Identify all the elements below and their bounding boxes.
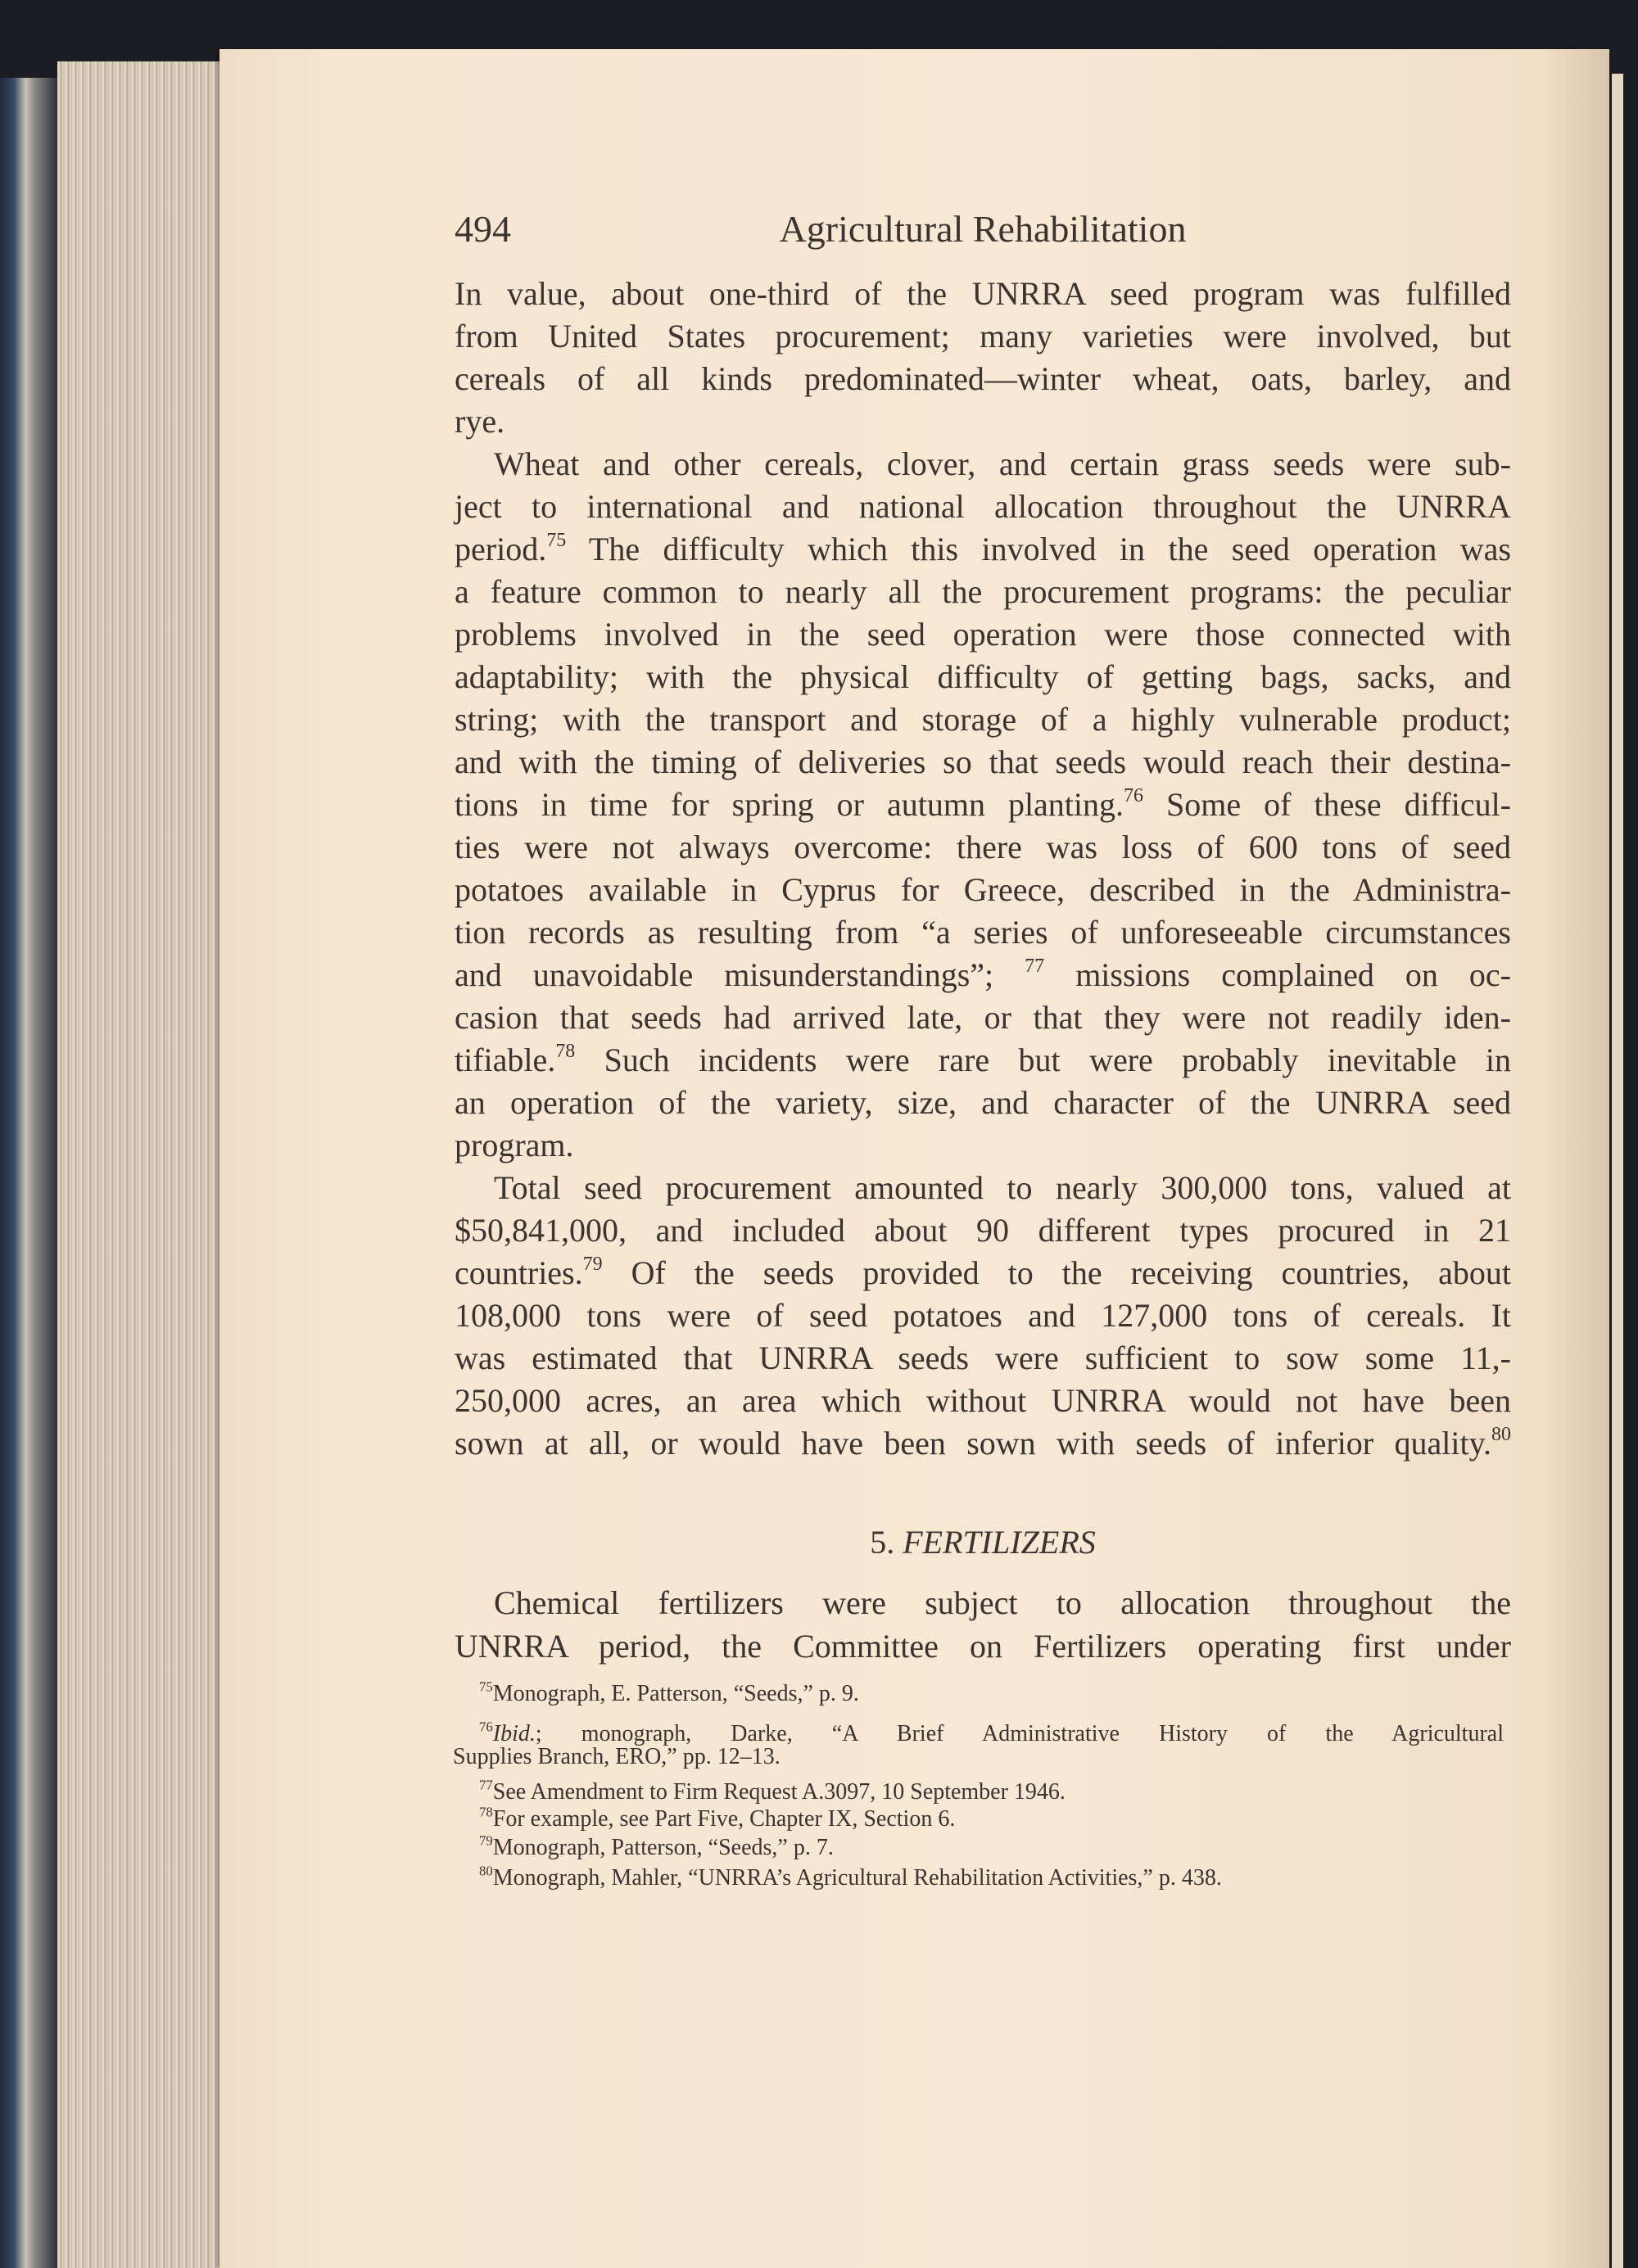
text-run: 108,000 tons were of seed potatoes and 127,000 tons of cereals. It [455,1297,1511,1334]
text-line [455,528,1511,571]
text-line [455,400,1511,443]
text-line [455,1422,1511,1465]
text-run: rye. [455,403,505,440]
text-run: Wheat and other cereals, clover, and certain grass seeds were sub- [494,445,1511,482]
text-run: Monograph, Patterson, “Seeds,” p. 7. [492,1835,834,1860]
text-run: potatoes available in Cyprus for Greece, described in the Administra- [455,871,1511,908]
text-line [455,1337,1511,1380]
text-run: Total seed procurement amounted to nearly 300,000 tons, valued at [494,1169,1511,1206]
text-line [455,273,1511,315]
footnote-line [453,1778,1504,1806]
text-line [455,1167,1511,1209]
text-line [455,741,1511,784]
text-run: and with the timing of deliveries so that seeds would reach their destina- [455,743,1511,780]
page-edges [57,61,221,2268]
text-line [455,954,1511,996]
text-run: UNRRA period, the Committee on Fertilizers operating first under [455,1628,1511,1665]
text-run: In value, about one-third of the UNRRA seed program was fulfilled [455,275,1511,312]
text-line [455,826,1511,869]
text-line [455,358,1511,400]
facing-page-edge [1612,74,1623,2268]
text-run: adaptability; with the physical difficulty of getting bags, sacks, and [455,658,1511,695]
text-run: a feature common to nearly all the procurement programs: the peculiar [455,573,1511,610]
text-run: For example, see Part Five, Chapter IX, Section 6. [492,1806,956,1832]
footnote-reference: 80 [1491,1424,1511,1446]
text-run: cereals of all kinds predominated—winter wheat, oats, barley, and [455,360,1511,397]
text-line [455,996,1511,1039]
text-line [455,1294,1511,1337]
footnote-number: 77 [479,1777,493,1793]
text-line [455,784,1511,826]
running-title: Agricultural Rehabilitation [779,208,1187,250]
text-run: from United States procurement; many varieties were involved, but [455,318,1511,355]
text-line [455,1124,1511,1167]
footnote-line [453,1743,1504,1771]
text-run: Such incidents were rare but were probably inevitable in [575,1041,1511,1078]
text-run: countries. [455,1254,583,1291]
text-run: casion that seeds had arrived late, or that they were not readily iden- [455,999,1511,1036]
italic-text: Ibid. [492,1721,536,1746]
section-number: 5. [870,1524,895,1561]
text-line [455,613,1511,656]
text-line [455,443,1511,486]
text-run: Chemical fertilizers were subject to allocation throughout the [494,1584,1511,1621]
text-run: tion records as resulting from “a series of unforeseeable circumstances [455,914,1511,951]
footnote-number: 78 [479,1804,493,1820]
text-line [455,1380,1511,1422]
text-run: sown at all, or would have been sown with seeds of inferior quality. [455,1425,1491,1462]
footnote-number: 80 [479,1863,493,1879]
text-run: missions complained on oc- [1044,956,1511,993]
text-run: Supplies Branch, ERO,” pp. 12–13. [453,1744,781,1769]
text-line [455,1082,1511,1124]
text-run: tions in time for spring or autumn planting. [455,786,1124,823]
page-number: 494 [455,208,511,250]
text-run: See Amendment to Firm Request A.3097, 10 September 1946. [492,1779,1066,1805]
footnote-reference: 75 [546,530,567,552]
text-run: Of the seeds provided to the receiving countries, about [602,1254,1511,1291]
text-run: Monograph, E. Patterson, “Seeds,” p. 9. [492,1681,859,1706]
text-run: ject to international and national allocation throughout the UNRRA [455,488,1511,525]
text-line [455,1582,1511,1624]
text-run: tifiable. [455,1041,556,1078]
footnote-reference: 77 [1025,956,1045,978]
section-heading [455,1521,1511,1564]
text-line [455,656,1511,698]
text-run: ties were not always overcome: there was loss of 600 tons of seed [455,829,1511,865]
footnote-line [453,1680,1504,1708]
text-run: 250,000 acres, an area which without UNRRA would not have been [455,1382,1511,1419]
text-line [455,1209,1511,1252]
text-line [455,1252,1511,1294]
footnote-number: 76 [479,1719,493,1735]
footnote-line [453,1805,1504,1833]
footnote-line [453,1834,1504,1862]
text-run: The difficulty which this involved in the seed operation was [566,531,1511,567]
text-line [455,315,1511,358]
text-run: ; monograph, Darke, “A Brief Administrative History of the Agricultural [535,1721,1504,1746]
text-line [455,1039,1511,1082]
footnote-reference: 78 [555,1041,576,1063]
text-run: $50,841,000, and included about 90 different types procured in 21 [455,1212,1511,1249]
section-title: FERTILIZERS [903,1524,1096,1561]
footnote-line [453,1864,1504,1892]
text-run: period. [455,531,547,567]
text-line [455,698,1511,741]
footnote-reference: 79 [582,1254,603,1276]
book-spine [0,78,57,2268]
text-run: string; with the transport and storage of a highly vulnerable product; [455,701,1511,738]
text-line [455,911,1511,954]
footnote-number: 75 [479,1678,493,1695]
text-line [455,571,1511,613]
text-run: Some of these difficul- [1143,786,1511,823]
text-run: and unavoidable misunderstandings”; [455,956,1025,993]
text-run: problems involved in the seed operation were those connected with [455,616,1511,653]
text-run: was estimated that UNRRA seeds were sufficient to sow some 11,- [455,1340,1511,1376]
text-line [455,1625,1511,1668]
footnote-reference: 76 [1124,785,1144,807]
footnote-number: 79 [479,1832,493,1849]
text-run: Monograph, Mahler, “UNRRA’s Agricultural Rehabilitation Activities,” p. 438. [492,1865,1222,1891]
text-run: an operation of the variety, size, and character of the UNRRA seed [455,1084,1511,1121]
text-line [455,869,1511,911]
text-line [455,486,1511,528]
text-run: program. [455,1127,574,1163]
